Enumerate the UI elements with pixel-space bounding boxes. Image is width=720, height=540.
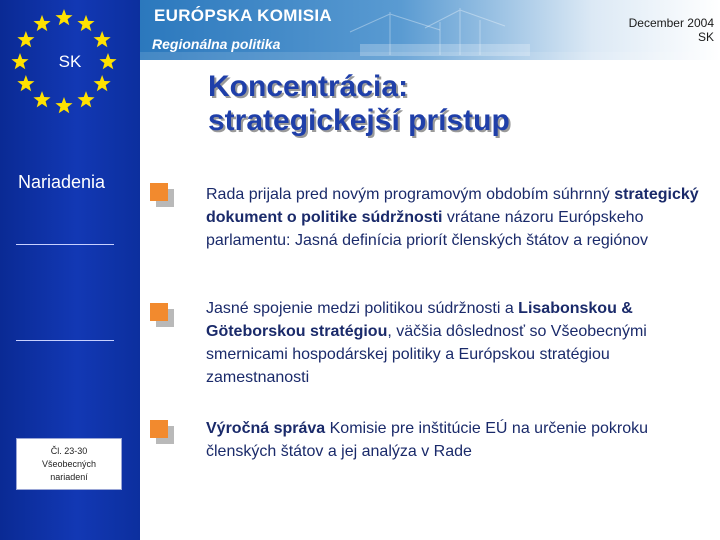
star-icon: [17, 75, 34, 91]
reference-line: Čl. 23-30: [50, 445, 88, 456]
divider: [16, 244, 114, 245]
bullet-square-icon: [150, 183, 174, 207]
organization-title: EURÓPSKA KOMISIA: [154, 6, 332, 25]
organization-subtitle: Regionálna politika: [152, 36, 281, 52]
section-label: Nariadenia: [18, 172, 106, 192]
star-icon: [11, 53, 28, 69]
star-icon: [94, 31, 111, 47]
sidebar: [0, 0, 140, 540]
title-line: Koncentrácia:: [208, 70, 409, 103]
star-icon: [77, 15, 94, 31]
reference-line: nariadení: [50, 471, 88, 482]
bullet-item: Jasné spojenie medzi politikou súdržnosti a Lisabonskou & Göteborskou stratégiou, väčšia dôslednosť so Všeobecnými smernicami hospodárskej politiky a Európskou stratégiou zamestnanosti: [206, 300, 647, 386]
bullet-square-icon: [150, 420, 174, 444]
eu-flag-logo: [0, 0, 140, 130]
reference-line: Všeobecných: [41, 458, 97, 469]
country-code: SK: [58, 52, 82, 71]
star-icon: [33, 91, 50, 107]
star-icon: [94, 75, 111, 91]
star-icon: [99, 53, 116, 69]
bullet-square-icon: [150, 303, 174, 327]
star-icon: [17, 31, 34, 47]
divider: [16, 340, 114, 341]
star-icon: [55, 97, 72, 113]
date-block: [629, 16, 714, 44]
star-icon: [77, 91, 94, 107]
star-icon: [33, 15, 50, 31]
slide-title: [208, 70, 668, 138]
date-text: December 2004: [628, 16, 714, 30]
bullet-item: Výročná správa Komisie pre inštitúcie EÚ na určenie pokroku členských štátov a jej analýza v Rade: [206, 420, 649, 460]
language-code: SK: [697, 30, 714, 44]
star-icon: [55, 9, 72, 25]
page-number: 9: [61, 480, 69, 492]
title-line: strategickejší prístup: [208, 104, 510, 137]
bullet-item: Rada prijala pred novým programovým obdobím súhrnný strategický dokument o politike súdržnosti vrátane názoru Európskeho parlamentu: Jasná definícia priorít členských štátov a regiónov: [206, 186, 699, 249]
